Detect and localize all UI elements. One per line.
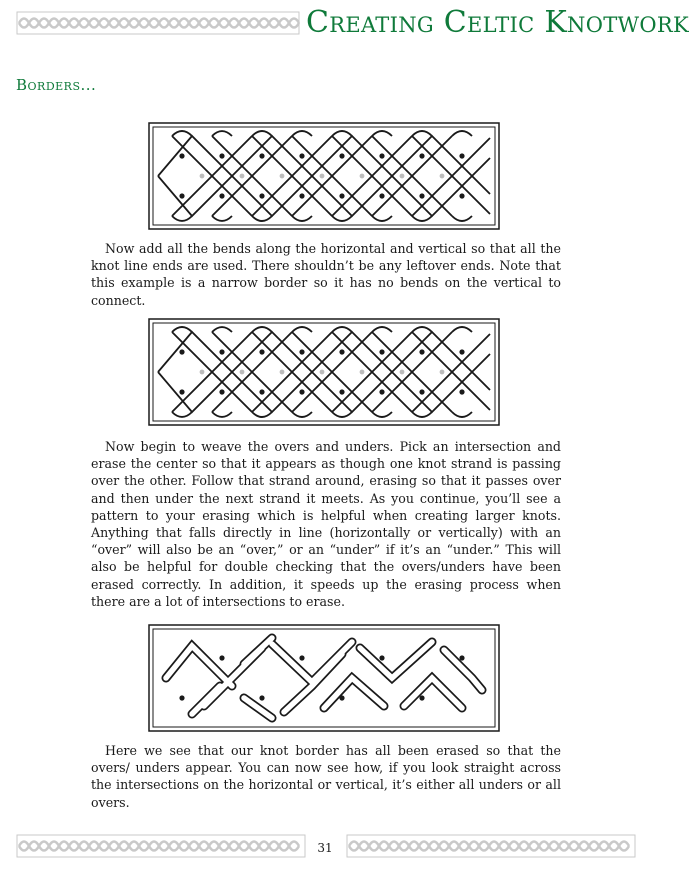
footer-knot-band-left bbox=[16, 834, 306, 858]
section-title: Borders... bbox=[16, 76, 97, 94]
header-knot-band bbox=[16, 10, 300, 36]
knot-figure-bends bbox=[148, 122, 500, 230]
knot-figure-weave-start bbox=[148, 318, 500, 426]
book-title: Creating Celtic Knotwork bbox=[306, 5, 689, 40]
page-number: 31 bbox=[317, 841, 333, 855]
paragraph-weave: Now begin to weave the overs and unders. Pick an intersection and erase the center so that it appears as though one knot strand is passing over the other. Follow that strand around, erasing so that it passes over and then under the next strand it meets. As you continue, you’ll see a pattern to your erasing which is helpful when creating larger knots. Anything that falls directly in line (horizontally or vertically) with an “over” will also be an “over,” or an “under” if it’s an “under.” This will also be helpful for double checking that the overs/unders have been erased correctly. In addition, it speeds up the erasing process when there are a lot of intersections to erase. bbox=[91, 439, 561, 609]
paragraph-bends: Now add all the bends along the horizontal and vertical so that all the knot line ends are used. There shouldn’t be any leftover ends. Note that this example is a narrow border so it has no bends on the vertical to connect. bbox=[91, 241, 561, 308]
knot-figure-woven bbox=[148, 624, 500, 732]
footer-knot-band-right bbox=[346, 834, 636, 858]
paragraph-woven: Here we see that our knot border has all been erased so that the overs/ unders appear. You can now see how, if you look straight across the intersections on the horizontal or vertical, it’s either all unders or all overs. bbox=[91, 743, 561, 810]
